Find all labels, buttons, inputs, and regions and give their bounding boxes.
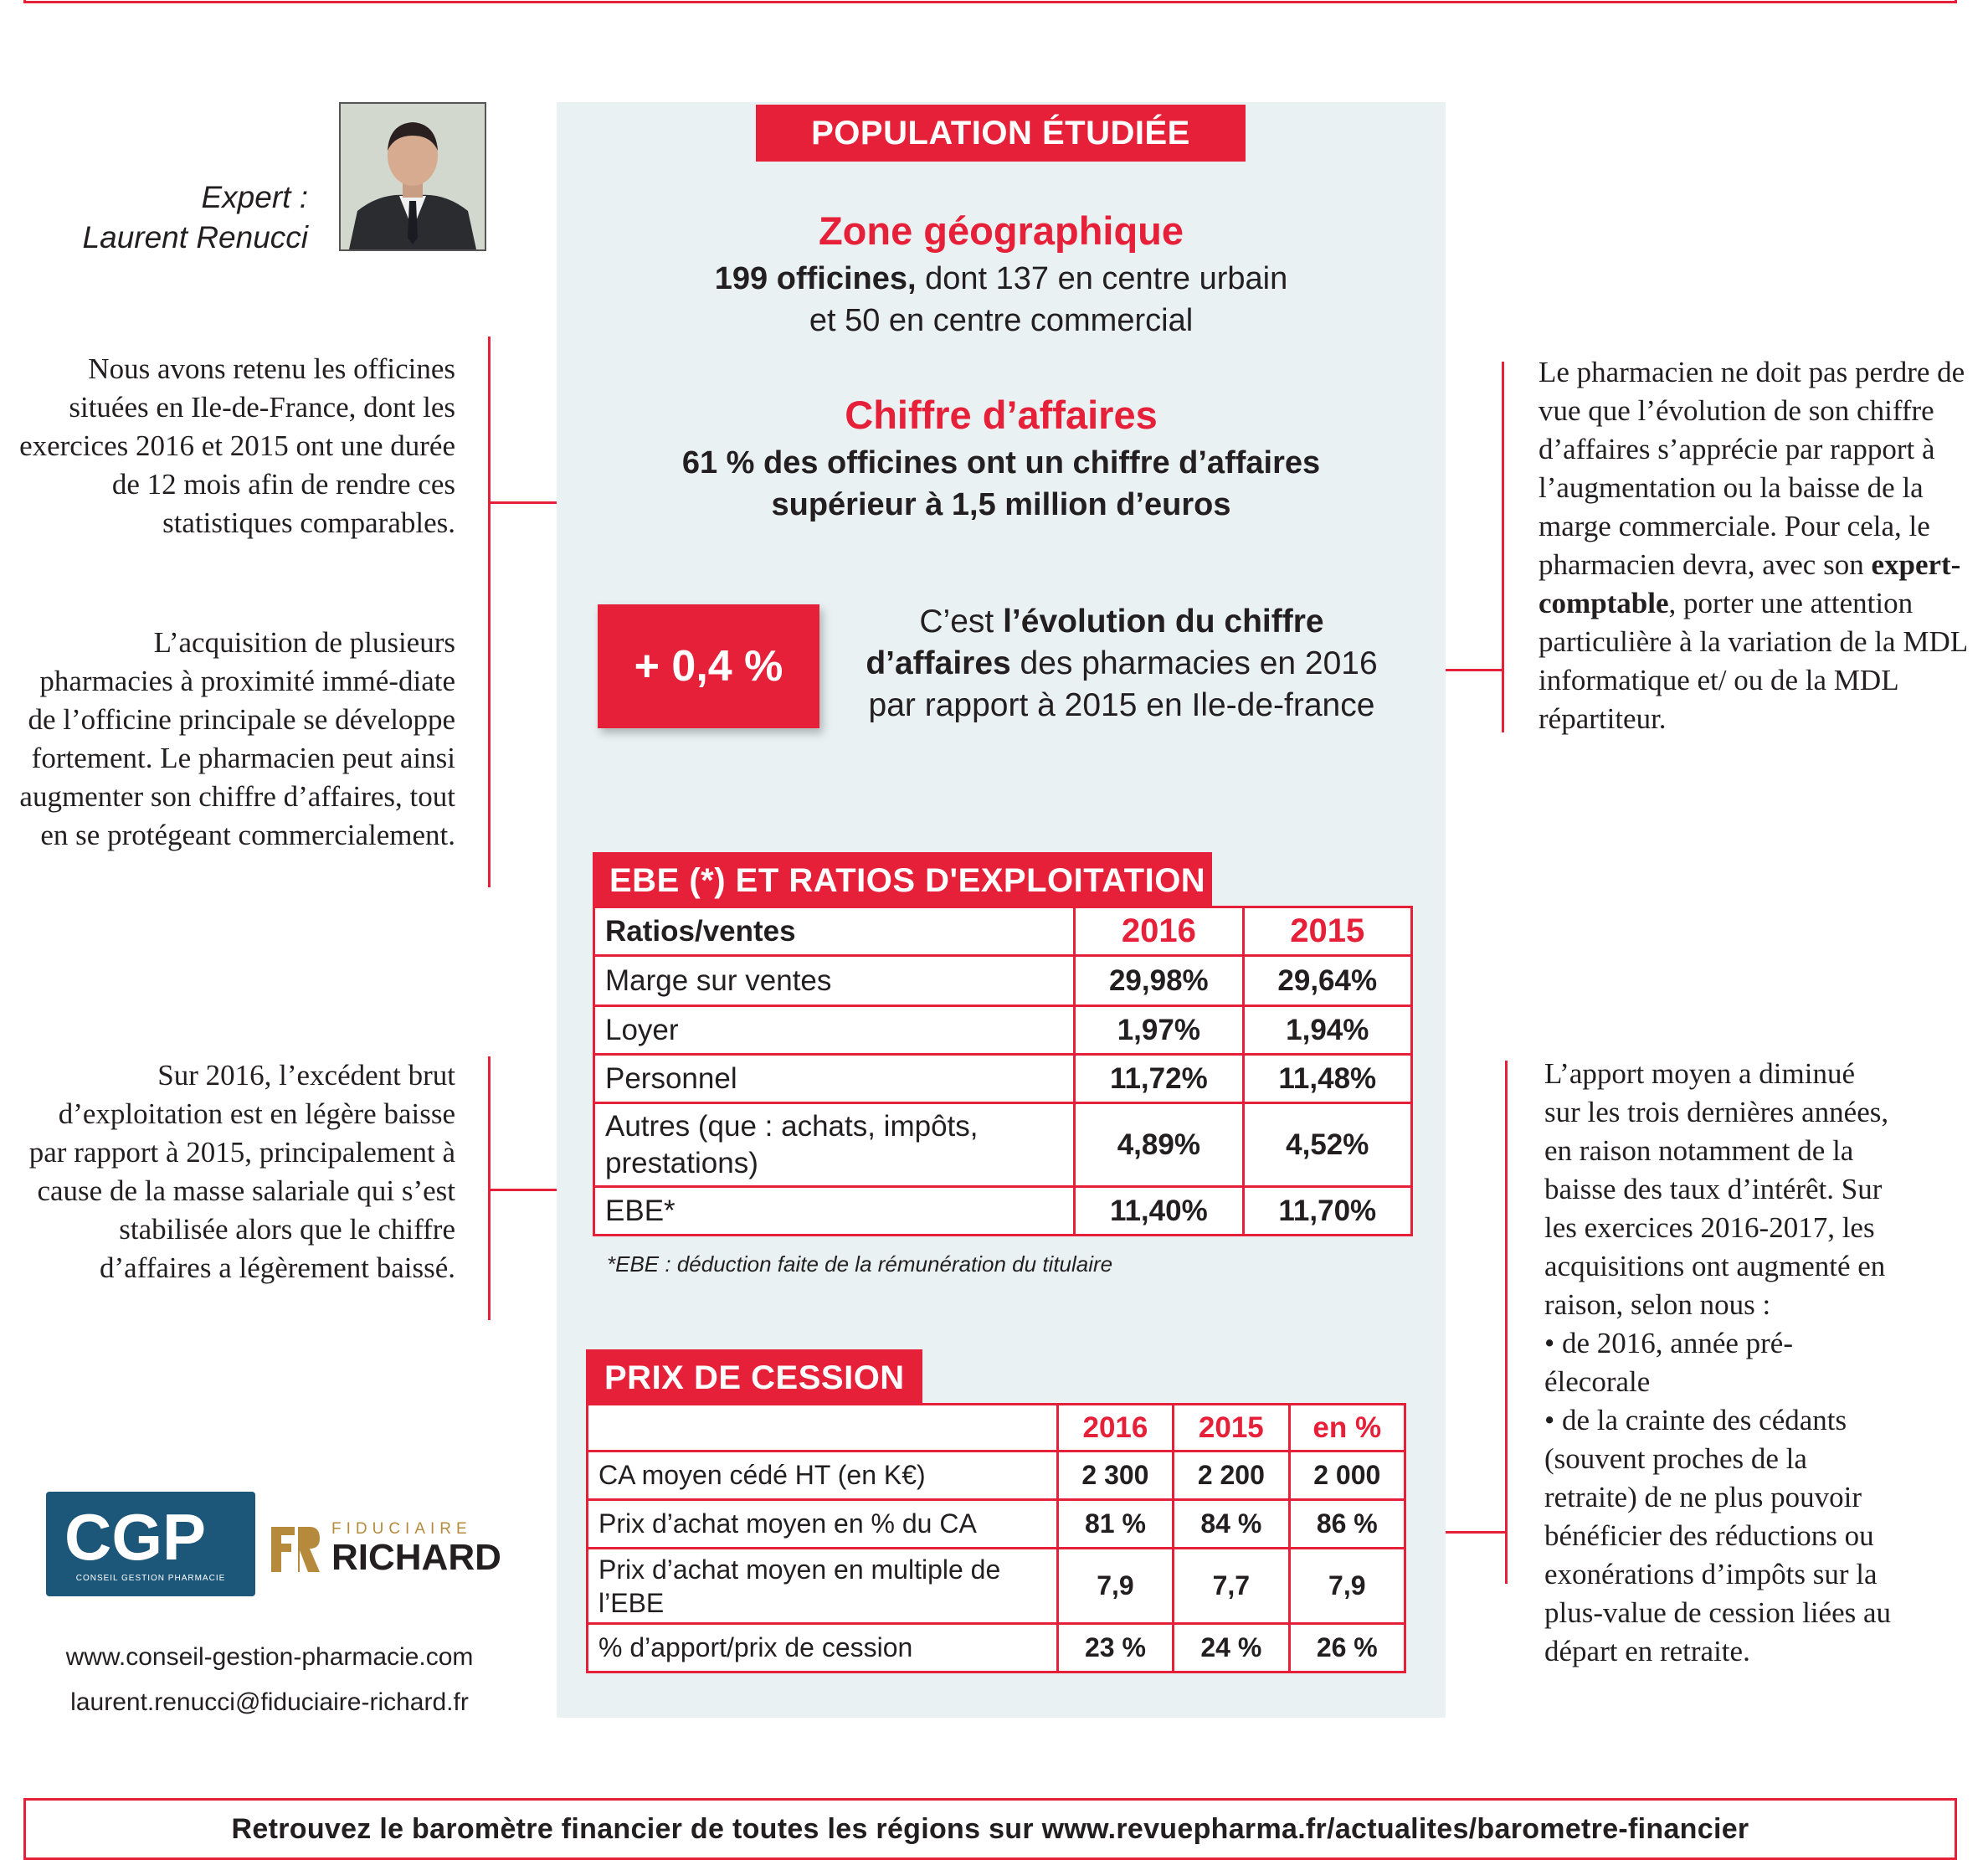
- evolution-line1: [829, 601, 1415, 643]
- table-row: [594, 1055, 1412, 1103]
- cession-col-2016: 2016: [1057, 1405, 1173, 1452]
- table-row: [588, 1500, 1405, 1549]
- ebe-row-label: Personnel: [594, 1055, 1075, 1103]
- ebe-col-label: Ratios/ventes: [594, 907, 1075, 956]
- contact-website[interactable]: www.conseil-gestion-pharmacie.com: [65, 1643, 474, 1671]
- ebe-row-2016: 1,97%: [1075, 1006, 1243, 1055]
- connector-horizontal-right-bottom: [1446, 1531, 1507, 1534]
- note-left-population: Nous avons retenu les officines situées en Ile-de-France, dont les exercices 2016 et 2015 ont une durée de 12 mois afin de rendre ces statistiques comparables.: [19, 352, 455, 539]
- population-header: POPULATION ÉTUDIÉE: [756, 105, 1246, 162]
- cession-header: PRIX DE CESSION: [586, 1349, 922, 1406]
- table-row: [594, 956, 1412, 1006]
- ebe-header-row: [594, 907, 1412, 956]
- cgp-logo-mark: CGP: [64, 1500, 207, 1574]
- cession-row-pct: 86 %: [1289, 1500, 1405, 1549]
- ebe-row-label: Autres (que : achats, impôts, prestations): [594, 1103, 1075, 1187]
- contact-email[interactable]: laurent.renucci@fiduciaire-richard.fr: [70, 1688, 469, 1716]
- cession-row-pct: 2 000: [1289, 1452, 1405, 1500]
- ca-title: Chiffre d’affaires: [845, 393, 1158, 437]
- top-frame-border: [23, 0, 1957, 3]
- cession-col-pct: en %: [1289, 1405, 1405, 1452]
- connector-vertical-right-bottom: [1505, 1061, 1508, 1584]
- evolution-bold2: d’affaires: [866, 645, 1011, 681]
- note-right-apport: [1544, 1055, 1896, 1671]
- cession-row-2016: 2 300: [1057, 1452, 1173, 1500]
- cession-col-2015: 2015: [1174, 1405, 1289, 1452]
- note-right-marge-part2: , porter une attention particulière à la variation de la MDL informatique et/ ou de la MDL répartiteur.: [1539, 587, 1967, 735]
- ebe-col-2015: 2015: [1243, 907, 1411, 956]
- table-row: [594, 1187, 1412, 1236]
- footer-banner[interactable]: Retrouvez le baromètre financier de toutes les régions sur www.revuepharma.fr/actualites/barometre-financier: [23, 1798, 1957, 1860]
- expert-title: Expert :: [201, 180, 308, 214]
- evolution-line2: [829, 643, 1415, 685]
- fr-monogram-icon: [270, 1523, 321, 1575]
- ebe-footnote: *EBE : déduction faite de la rémunération du titulaire: [607, 1251, 1113, 1277]
- cession-row-label: Prix d’achat moyen en multiple de l’EBE: [588, 1549, 1058, 1624]
- note-left-ebe: Sur 2016, l’excédent brut d’exploitation est en légère baisse par rapport à 2015, principalement à cause de la masse salariale qui s’est stabilisée alors que le chiffre d’affaires a légèrement baissé.: [28, 1059, 455, 1284]
- note-right-marge: [1539, 353, 1974, 738]
- zone-text: [557, 258, 1446, 342]
- cession-row-label: % d’apport/prix de cession: [588, 1624, 1058, 1672]
- evolution-value-badge: + 0,4 %: [598, 604, 819, 728]
- cession-row-pct: 7,9: [1289, 1549, 1405, 1624]
- note-right-apport-bullet2: • de la crainte des cédants (souvent proches de la retraite) de ne plus pouvoir bénéficier des réductions ou exonérations d’impôts sur la plus-value de cession liées au départ en retraite.: [1544, 1404, 1892, 1667]
- cession-header-row: [588, 1405, 1405, 1452]
- cgp-logo-subtitle: CONSEIL GESTION PHARMACIE: [75, 1574, 226, 1583]
- ebe-row-2015: 4,52%: [1243, 1103, 1411, 1187]
- ca-line2: supérieur à 1,5 million d’euros: [771, 487, 1231, 522]
- ebe-table: [593, 906, 1413, 1236]
- cession-row-2015: 24 %: [1174, 1624, 1289, 1672]
- note-right-marge-part1: Le pharmacien ne doit pas perdre de vue que l’évolution de son chiffre d’affaires s’apprécie par rapport à l’augmentation ou la baisse de la marge commerciale. Pour cela, le pharmacien devra, avec son: [1539, 356, 1965, 581]
- table-row: [588, 1452, 1405, 1500]
- ca-line1: 61 % des officines ont un chiffre d’affaires: [681, 445, 1321, 480]
- cession-row-label: Prix d’achat moyen en % du CA: [588, 1500, 1058, 1549]
- note-right-marge-bold: expert-comptable: [1539, 548, 1961, 619]
- zone-urban: dont 137 en centre urbain: [916, 261, 1288, 296]
- cession-row-2016: 23 %: [1057, 1624, 1173, 1672]
- zone-line2: et 50 en centre commercial: [809, 303, 1194, 338]
- connector-horizontal-left-bottom: [490, 1189, 557, 1191]
- expert-label: [33, 177, 308, 258]
- ebe-row-2015: 29,64%: [1243, 956, 1411, 1006]
- evolution-bold1: l’évolution du chiffre: [1003, 604, 1324, 640]
- zone-line1: [557, 258, 1446, 300]
- ebe-header: EBE (*) ET RATIOS D'EXPLOITATION: [593, 852, 1212, 909]
- ca-text: [557, 442, 1446, 526]
- table-row: [594, 1006, 1412, 1055]
- connector-horizontal-right-top: [1446, 669, 1503, 671]
- cession-row-label: CA moyen cédé HT (en K€): [588, 1452, 1058, 1500]
- table-row: [588, 1624, 1405, 1672]
- cession-row-pct: 26 %: [1289, 1624, 1405, 1672]
- cession-table: [586, 1403, 1406, 1673]
- ebe-col-2016: 2016: [1075, 907, 1243, 956]
- connector-vertical-right-top: [1502, 362, 1504, 732]
- ebe-row-2016: 11,40%: [1075, 1187, 1243, 1236]
- evolution-text: [829, 601, 1415, 727]
- table-row: [594, 1103, 1412, 1187]
- ebe-row-2016: 4,89%: [1075, 1103, 1243, 1187]
- cgp-logo: [46, 1492, 255, 1596]
- ebe-row-label: Loyer: [594, 1006, 1075, 1055]
- ebe-row-2015: 1,94%: [1243, 1006, 1411, 1055]
- cession-row-2015: 2 200: [1174, 1452, 1289, 1500]
- portrait-image: [341, 104, 485, 249]
- note-right-apport-bullet1: • de 2016, année pré-élecorale: [1544, 1327, 1793, 1398]
- cession-col-empty: [588, 1405, 1058, 1452]
- ebe-row-label: EBE*: [594, 1187, 1075, 1236]
- fr-logo-name: RICHARD: [331, 1537, 501, 1578]
- fr-logo-top: FIDUCIAIRE: [331, 1520, 472, 1538]
- cession-row-2016: 7,9: [1057, 1549, 1173, 1624]
- ebe-row-2015: 11,70%: [1243, 1187, 1411, 1236]
- ebe-row-2016: 29,98%: [1075, 956, 1243, 1006]
- ebe-row-2016: 11,72%: [1075, 1055, 1243, 1103]
- expert-photo: [339, 102, 486, 251]
- cession-row-2015: 84 %: [1174, 1500, 1289, 1549]
- ebe-row-label: Marge sur ventes: [594, 956, 1075, 1006]
- cession-row-2015: 7,7: [1174, 1549, 1289, 1624]
- evolution-rest2: des pharmacies en 2016: [1010, 645, 1378, 681]
- zone-title: Zone géographique: [818, 208, 1184, 253]
- evolution-line3: par rapport à 2015 en Ile-de-france: [868, 687, 1375, 723]
- connector-horizontal-left-top: [490, 501, 557, 504]
- cession-row-2016: 81 %: [1057, 1500, 1173, 1549]
- note-right-apport-intro: L’apport moyen a diminué sur les trois dernières années, en raison notamment de la baisse des taux d’intérêt. Sur les exercices 2016-2017, les acquisitions ont augmenté en raison, selon nous :: [1544, 1057, 1889, 1321]
- fiduciaire-richard-logo: [270, 1517, 504, 1584]
- zone-count: 199 officines,: [714, 261, 917, 296]
- ebe-row-2015: 11,48%: [1243, 1055, 1411, 1103]
- expert-name: Laurent Renucci: [82, 220, 308, 254]
- table-row: [588, 1549, 1405, 1624]
- connector-vertical-left-top: [488, 337, 491, 887]
- note-left-acquisition: L’acquisition de plusieurs pharmacies à proximité immé-diate de l’officine principale se développe fortement. Le pharmacien peut ainsi augmenter son chiffre d’affaires, tout en se protégeant commercialement.: [19, 626, 455, 851]
- evolution-prefix: C’est: [919, 604, 1004, 640]
